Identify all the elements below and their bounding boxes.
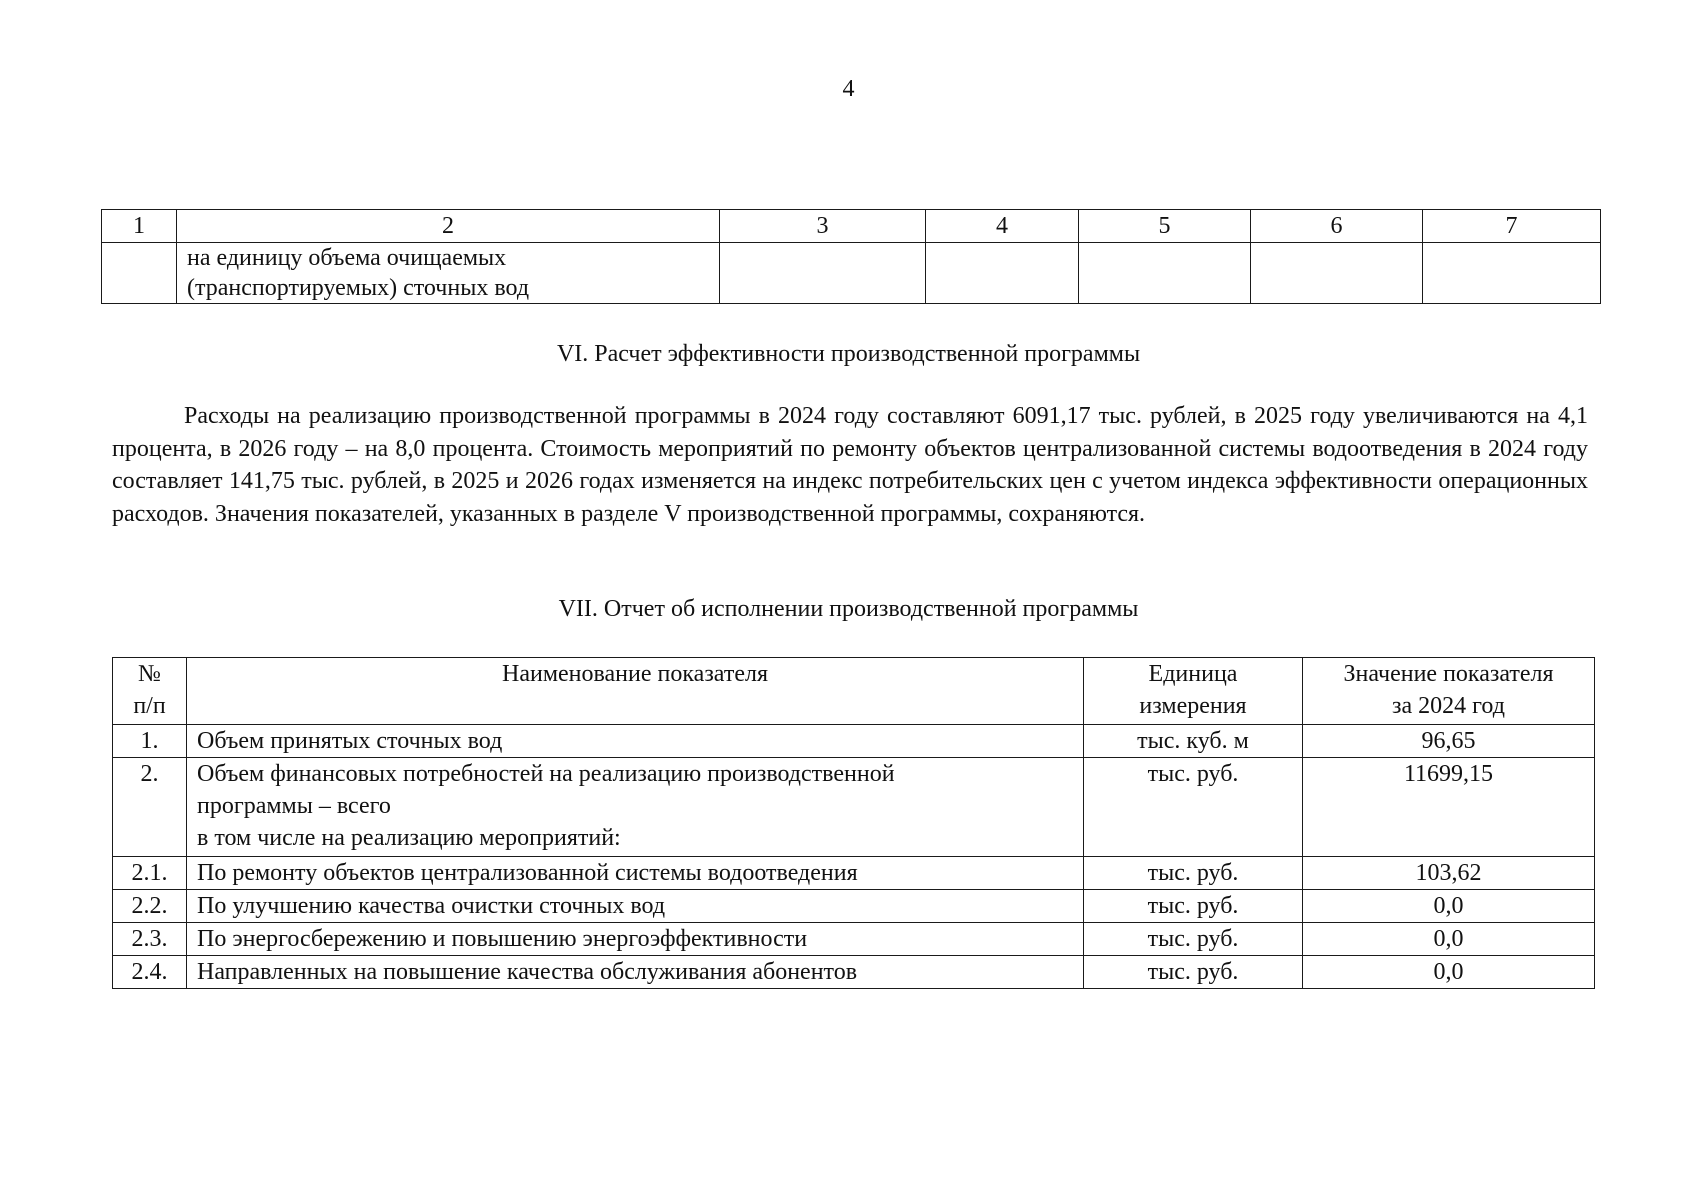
row-value: 0,0 <box>1303 956 1595 989</box>
header-unit-line: Единица <box>1148 661 1238 687</box>
row-unit: тыс. руб. <box>1084 758 1303 857</box>
header-value <box>1303 658 1595 725</box>
continued-table <box>101 209 1601 304</box>
table-row <box>113 758 1595 857</box>
section-6-heading: VI. Расчет эффективности производственной программы <box>556 341 1141 367</box>
header-unit-line: измерения <box>1139 693 1247 719</box>
section-6-paragraph: Расходы на реализацию производственной программы в 2024 году составляют 6091,17 тыс. рублей, в 2025 году увеличиваются на 4,1 процента, в 2026 году – на 8,0 процента. Стоимость мероприятий по ремонту объектов централизованной системы водоотведения в 2024 году составляет 141,75 тыс. рублей, в 2025 и 2026 годах изменяется на индекс потребительских цен с учетом индекса эффективности операционных расходов. Значения показателей, указанных в разделе V производственной программы, сохраняются. <box>112 403 1588 527</box>
row-number: 2.4. <box>113 956 187 989</box>
column-number: 4 <box>926 210 1079 243</box>
table-cell <box>102 243 177 304</box>
row-number: 2. <box>113 758 187 857</box>
column-number: 7 <box>1423 210 1601 243</box>
header-unit <box>1084 658 1303 725</box>
table-row <box>113 890 1595 923</box>
header-value-line: за 2024 год <box>1392 693 1505 719</box>
column-number: 1 <box>102 210 177 243</box>
row-value: 96,65 <box>1303 725 1595 758</box>
column-number: 2 <box>177 210 720 243</box>
table-cell <box>926 243 1079 304</box>
table-row <box>113 923 1595 956</box>
row-number: 1. <box>113 725 187 758</box>
row-name: По улучшению качества очистки сточных вод <box>187 890 1084 923</box>
table-cell <box>1423 243 1601 304</box>
row-unit: тыс. куб. м <box>1084 725 1303 758</box>
table-row <box>113 725 1595 758</box>
row-unit: тыс. руб. <box>1084 890 1303 923</box>
row-name-line: в том числе на реализацию мероприятий: <box>197 825 621 851</box>
section-7-heading: VII. Отчет об исполнении производственной программы <box>558 596 1139 622</box>
page-number: 4 <box>842 76 855 102</box>
row-name: Объем принятых сточных вод <box>187 725 1084 758</box>
table-row <box>113 956 1595 989</box>
column-number: 6 <box>1251 210 1423 243</box>
column-number: 5 <box>1079 210 1251 243</box>
row-name: Направленных на повышение качества обслуживания абонентов <box>187 956 1084 989</box>
row-number: 2.1. <box>113 857 187 890</box>
row-name-line: Объем финансовых потребностей на реализацию производственной <box>197 761 895 787</box>
column-number: 3 <box>720 210 926 243</box>
header-number <box>113 658 187 725</box>
row-value: 0,0 <box>1303 923 1595 956</box>
table-row <box>113 857 1595 890</box>
table-cell <box>1079 243 1251 304</box>
table-cell <box>1251 243 1423 304</box>
header-number-line: п/п <box>133 693 166 719</box>
row-name: По энергосбережению и повышению энергоэффективности <box>187 923 1084 956</box>
indicator-name-line: (транспортируемых) сточных вод <box>187 275 530 301</box>
row-number: 2.2. <box>113 890 187 923</box>
header-value-line: Значение показателя <box>1343 661 1554 687</box>
column-number-row <box>102 210 1601 243</box>
row-unit: тыс. руб. <box>1084 857 1303 890</box>
indicator-name-cell <box>177 243 720 304</box>
report-table-header <box>113 658 1595 725</box>
header-number-line: № <box>138 661 161 687</box>
row-value: 103,62 <box>1303 857 1595 890</box>
row-name: По ремонту объектов централизованной системы водоотведения <box>187 857 1084 890</box>
report-table <box>112 657 1595 989</box>
row-unit: тыс. руб. <box>1084 956 1303 989</box>
table-cell <box>720 243 926 304</box>
row-name <box>187 758 1084 857</box>
row-unit: тыс. руб. <box>1084 923 1303 956</box>
row-name-line: программы – всего <box>197 793 391 819</box>
row-number: 2.3. <box>113 923 187 956</box>
indicator-name-line: на единицу объема очищаемых <box>187 245 507 271</box>
table-row <box>102 243 1601 304</box>
row-value: 11699,15 <box>1303 758 1595 857</box>
header-name: Наименование показателя <box>187 658 1084 725</box>
row-value: 0,0 <box>1303 890 1595 923</box>
